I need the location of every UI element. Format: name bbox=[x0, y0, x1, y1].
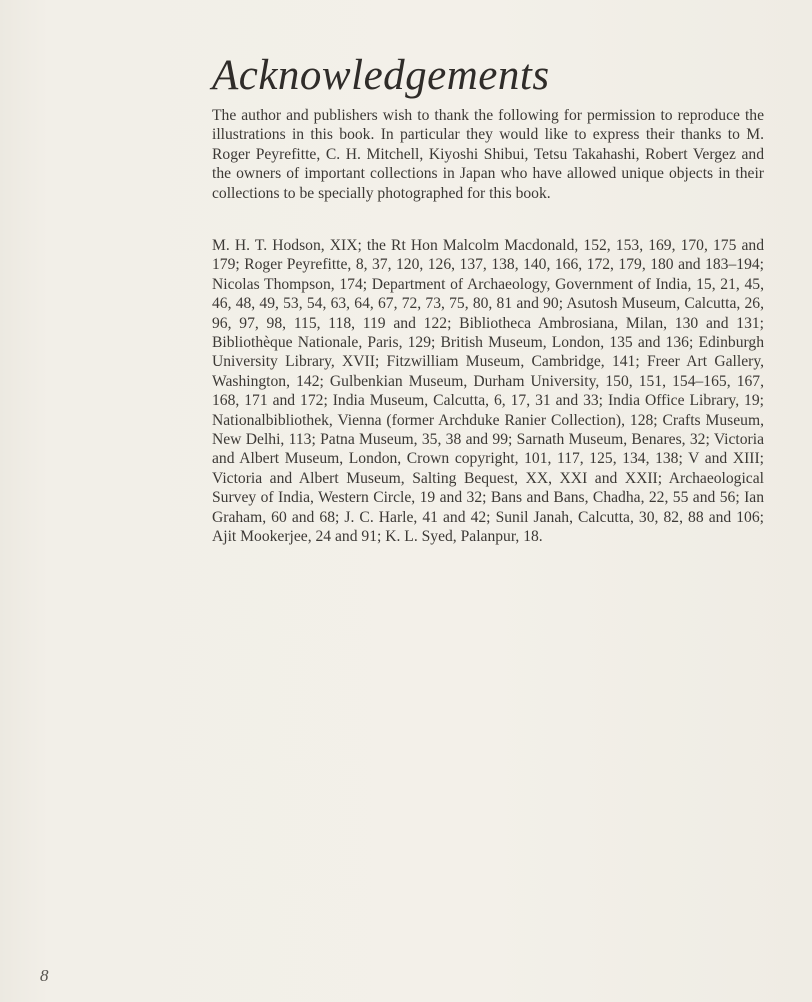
intro-paragraph: The author and publishers wish to thank the following for permission to reproduce the illustrations in this book. In particular they would like to express their thanks to M. Roger Peyrefitte, C. H. Mitchell, Kiyoshi Shibui, Tetsu Takahashi, Robert Vergez and the owners of important collections in Japan who have allowed unique objects in their collections to be specially photographed for this book. bbox=[212, 107, 764, 202]
page-title: Acknowledgements bbox=[212, 52, 550, 99]
page-number: 8 bbox=[40, 966, 49, 985]
credits-paragraph: M. H. T. Hodson, XIX; the Rt Hon Malcolm Macdonald, 152, 153, 169, 170, 175 and 179; Roger Peyrefitte, 8, 37, 120, 126, 137, 138, 140, 166, 172, 179, 180 and 183–194; Nicolas Thompson, 174; Department of Archaeology, Government of India, 15, 21, 45, 46, 48, 49, 53, 54, 63, 64, 67, 72, 73, 75, 80, 81 and 90; Asutosh Museum, Calcutta, 26, 96, 97, 98, 115, 118, 119 and 122; Bibliotheca Ambrosiana, Milan, 130 and 131; Bibliothèque Nationale, Paris, 129; British Museum, London, 135 and 136; Edinburgh University Library, XVII; Fitzwilliam Museum, Cambridge, 141; Freer Art Gallery, Washington, 142; Gulbenkian Museum, Durham University, 150, 151, 154–165, 167, 168, 171 and 172; India Museum, Calcutta, 6, 17, 31 and 33; India Office Library, 19; Nationalbibliothek, Vienna (former Archduke Ranier Collection), 128; Crafts Museum, New Delhi, 113; Patna Museum, 35, 38 and 99; Sarnath Museum, Benares, 32; Victoria and Albert Museum, London, Crown copyright, 101, 117, 125, 134, 138; V and XIII; Victoria and Albert Museum, Salting Bequest, XX, XXI and XXII; Archaeological Survey of India, Western Circle, 19 and 32; Bans and Bans, Chadha, 22, 55 and 56; Ian Graham, 60 and 68; J. C. Harle, 41 and 42; Sunil Janah, Calcutta, 30, 82, 88 and 106; Ajit Mookerjee, 24 and 91; K. L. Syed, Palanpur, 18. bbox=[212, 237, 764, 546]
